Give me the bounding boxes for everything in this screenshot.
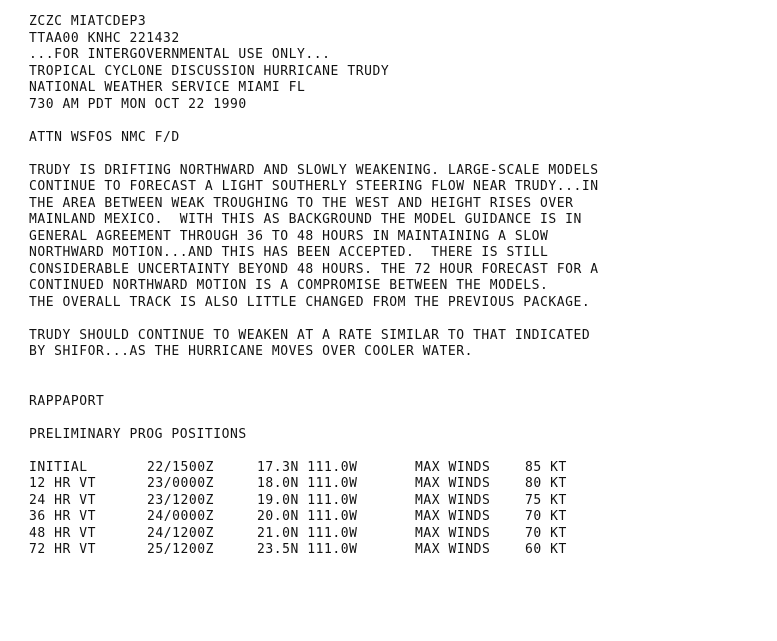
table-row [29,509,769,526]
spacer [29,361,769,378]
header-line: 730 AM PDT MON OCT 22 1990 [29,96,247,112]
row-lon: 111.0W [307,542,358,557]
paragraph-line: CONTINUED NORTHWARD MOTION IS A COMPROMISE BETWEEN THE MODELS. [29,278,549,293]
row-winds: 85 KT [525,459,567,475]
attn-line: ATTN WSFOS NMC F/D [29,129,180,145]
paragraph-line: GENERAL AGREEMENT THROUGH 36 TO 48 HOURS IN MAINTAINING A SLOW [29,228,549,244]
paragraph-line: TRUDY IS DRIFTING NORTHWARD AND SLOWLY WEAKENING. LARGE-SCALE MODELS [29,162,599,178]
row-position [257,509,415,526]
row-position [257,476,415,493]
row-winds-label: MAX WINDS [415,542,491,557]
row-position [257,542,415,559]
spacer [29,443,769,460]
paragraph-line: MAINLAND MEXICO. WITH THIS AS BACKGROUND THE MODEL GUIDANCE IS IN [29,212,582,227]
row-label: INITIAL [29,459,88,475]
row-lat: 23.5N [257,542,299,557]
row-winds-label: MAX WINDS [415,459,491,475]
row-lon: 111.0W [307,476,358,491]
header-line: TROPICAL CYCLONE DISCUSSION HURRICANE TRUDY [29,63,390,79]
spacer [29,146,769,163]
header-line: ZCZC MIATCDEP3 [29,14,147,29]
paragraph-line: THE OVERALL TRACK IS ALSO LITTLE CHANGED FROM THE PREVIOUS PACKAGE. [29,294,591,310]
row-lon: 111.0W [307,492,358,508]
row-lon: 111.0W [307,509,358,524]
row-label: 72 HR VT [29,542,97,557]
row-lat: 19.0N [257,492,299,508]
row-lat: 21.0N [257,525,299,541]
paragraph-line: NORTHWARD MOTION...AND THIS HAS BEEN ACCEPTED. THERE IS STILL [29,245,549,260]
row-time: 24/1200Z [147,525,215,541]
header-line: NATIONAL WEATHER SERVICE MIAMI FL [29,80,306,95]
discussion-paragraph-1 [29,163,769,312]
spacer [29,410,769,427]
row-label: 48 HR VT [29,525,97,541]
row-time: 24/0000Z [147,509,215,524]
row-winds-label: MAX WINDS [415,509,491,524]
spacer [29,377,769,394]
forecaster-name: RAPPAPORT [29,393,105,409]
table-row [29,542,769,559]
row-winds: 80 KT [525,476,567,491]
row-time: 23/0000Z [147,476,215,491]
positions-table [29,460,769,559]
table-row [29,460,769,477]
row-winds: 75 KT [525,492,567,508]
discussion-paragraph-2 [29,328,769,361]
row-time: 25/1200Z [147,542,215,557]
spacer [29,311,769,328]
row-lon: 111.0W [307,525,358,541]
row-winds: 60 KT [525,542,567,557]
header-block [29,14,769,113]
row-position [257,493,415,510]
paragraph-line: CONSIDERABLE UNCERTAINTY BEYOND 48 HOURS. THE 72 HOUR FORECAST FOR A [29,261,599,277]
row-winds-label: MAX WINDS [415,525,491,541]
header-line: ...FOR INTERGOVERNMENTAL USE ONLY... [29,47,331,62]
row-lat: 20.0N [257,509,299,524]
row-lat: 17.3N [257,459,299,475]
row-label: 12 HR VT [29,476,97,491]
row-position [257,460,415,477]
paragraph-line: CONTINUE TO FORECAST A LIGHT SOUTHERLY STEERING FLOW NEAR TRUDY...IN [29,179,599,194]
paragraph-line: TRUDY SHOULD CONTINUE TO WEAKEN AT A RATE SIMILAR TO THAT INDICATED [29,327,591,343]
paragraph-line: BY SHIFOR...AS THE HURRICANE MOVES OVER COOLER WATER. [29,344,473,359]
row-time: 22/1500Z [147,459,215,475]
table-row [29,526,769,543]
table-row [29,493,769,510]
row-lon: 111.0W [307,459,358,475]
row-winds: 70 KT [525,525,567,541]
row-label: 24 HR VT [29,492,97,508]
row-winds-label: MAX WINDS [415,492,491,508]
row-lat: 18.0N [257,476,299,491]
discussion-document [29,14,769,559]
positions-title: PRELIMINARY PROG POSITIONS [29,426,247,442]
row-winds-label: MAX WINDS [415,476,491,491]
row-time: 23/1200Z [147,492,215,508]
row-position [257,526,415,543]
paragraph-line: THE AREA BETWEEN WEAK TROUGHING TO THE WEST AND HEIGHT RISES OVER [29,195,574,211]
table-row [29,476,769,493]
header-line: TTAA00 KNHC 221432 [29,30,180,46]
row-label: 36 HR VT [29,509,97,524]
spacer [29,113,769,130]
row-winds: 70 KT [525,509,567,524]
